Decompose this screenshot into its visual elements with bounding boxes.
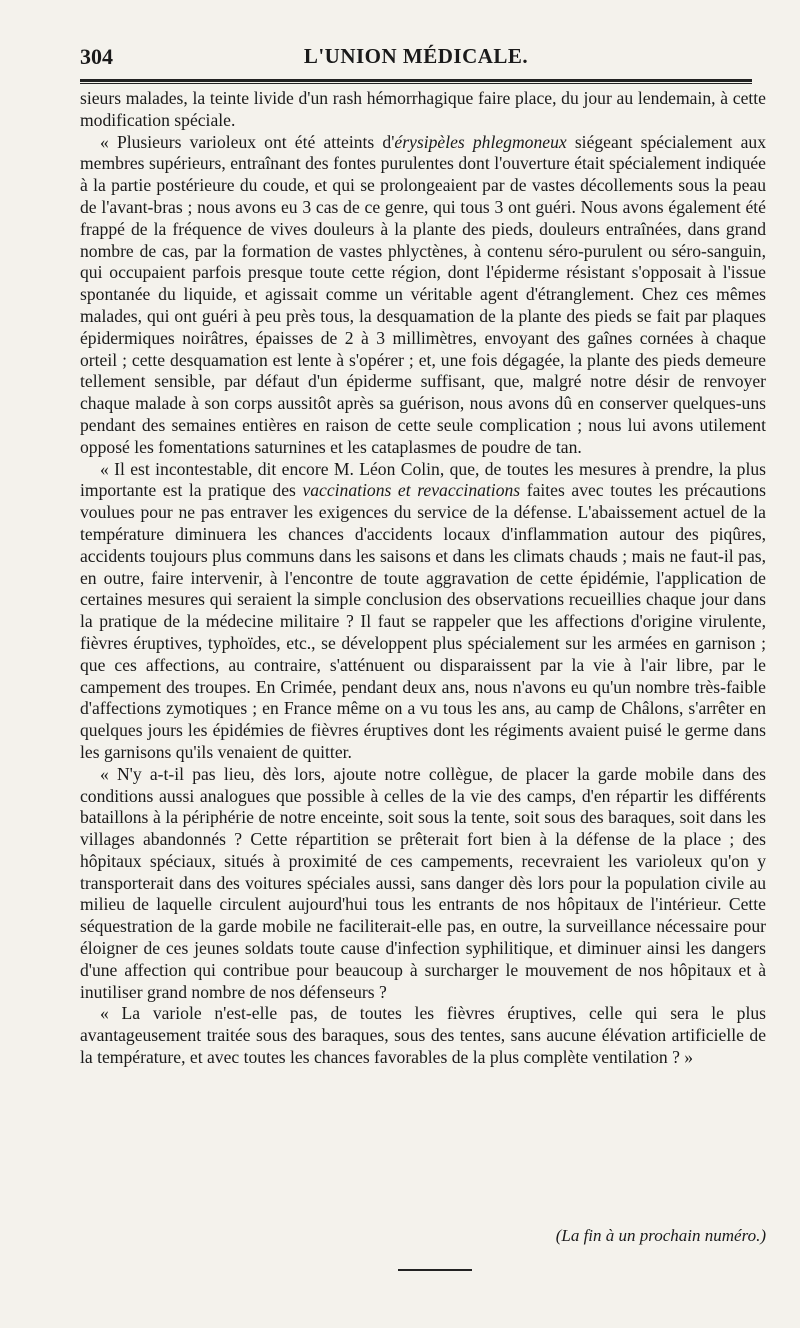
end-rule xyxy=(398,1269,472,1271)
page-header xyxy=(80,44,752,74)
running-title: L'UNION MÉDICALE. xyxy=(303,44,529,68)
paragraph: « N'y a-t-il pas lieu, dès lors, ajoute notre collègue, de placer la garde mobile dans des conditions aussi analogues que possible à celles de la vie des camps, d'en répartir les différents bataillons à la périphérie de notre enceinte, soit sous la tente, soit sous des baraques, soit dans les villages abandonnés ? Cette répartition se prêterait fort bien à la défense de la place ; des hôpitaux spéciaux, situés à proximité de ces campements, recevraient les varioleux qu'on y transporterait dans des voitures spéciales aussi, sans danger dès lors pour la population civile au milieu de laquelle circulent aujourd'hui tous les entrants de nos hôpitaux de l'intérieur. Cette séquestration de la garde mobile ne faciliterait-elle pas, en outre, la surveillance nécessaire pour éloigner de ces jeunes soldats toute cause d'infection syphilitique, et diminuer ainsi les dangers d'une affection qui contribue pour beaucoup à surcharger le mouvement de nos hôpitaux et à inutiliser grand nombre de nos défenseurs ? xyxy=(80,763,766,1002)
header-rule xyxy=(80,79,752,84)
paragraph: sieurs malades, la teinte livide d'un rash hémorrhagique faire place, du jour au lendemain, à cette modification spéciale. xyxy=(80,88,766,130)
italic-phrase: érysipèles phlegmoneux xyxy=(394,131,567,152)
paragraph: « La variole n'est-elle pas, de toutes les fièvres éruptives, celle qui sera le plus avantageusement traitée sous des baraques, sous des tentes, sans aucune élévation artificielle de la température, et avec toutes les chances favorables de la plus complète ventilation ? » xyxy=(80,1003,766,1068)
page-number: 304 xyxy=(80,44,113,69)
paragraph: « Plusieurs varioleux ont été atteints d'érysipèles phlegmoneux siégeant spécialement aux membres supérieurs, entraînant des fontes purulentes dont l'ouverture était spécialement indiquée à la partie postérieure du coude, et qui se prolongeaient par de vastes décollements sous la peau de l'avant-bras ; nous avons eu 3 cas de ce genre, qui tous 3 ont guéri. Nous avons également été frappé de la fréquence de vives douleurs à la plante des pieds, douleurs entraînées, dans grand nombre de cas, par la formation de vastes phlyctènes, à contenu séro-purulent ou séro-sanguin, qui occupaient parfois presque toute cette région, dont l'épiderme résistant s'opposait à l'issue spontanée du liquide, et agissait comme un véritable agent d'étranglement. Chez ces mêmes malades, qui ont guéri à peu près tous, la desquamation de la plante des pieds se fait par plaques épidermiques noirâtres, épaisses de 2 à 3 millimètres, envoyant des gaînes cornées à chaque orteil ; cette desquamation est lente à s'opérer ; et, une fois dégagée, la plante des pieds demeure tellement sensible, par défaut d'un épiderme suffisant, que, malgré notre désir de renvoyer chaque malade à son corps aussitôt après sa guérison, nous avons dû en conserver quelques-uns pendant des semaines entières en raison de cette seule complication ; nous lui avons utilement opposé les fomentations saturnines et les cataplasmes de poudre de tan. xyxy=(80,131,766,457)
italic-phrase: vaccinations et revaccinations xyxy=(302,480,521,501)
continuation-note: (La fin à un prochain numéro.) xyxy=(555,1226,766,1245)
paragraph: « Il est incontestable, dit encore M. Léon Colin, que, de toutes les mesures à prendre, la plus importante est la pratique des vaccinations et revaccinations faites avec toutes les précautions voulues pour ne pas entraver les exigences du service de la défense. L'abaissement actuel de la température diminuera les chances d'accidents locaux d'inflammation autour des piqûres, accidents toujours plus communs dans les saisons et dans les climats chauds ; mais ne faut-il pas, en outre, faire intervenir, à l'encontre de toute aggravation de cette épidémie, l'application de certaines mesures qui seraient la simple conclusion des observations recueillies chaque jour dans la pratique de la médecine militaire ? Il faut se rappeler que les affections d'origine virulente, fièvres éruptives, typhoïdes, etc., se développent plus spécialement sur les armées en garnison ; que ces affections, au contraire, s'atténuent ou disparaissent par la vie à l'air libre, par le campement des troupes. En Crimée, pendant deux ans, nous n'avons eu qu'un nombre très-faible d'affections zymotiques ; en France même on a vu tous les ans, au camp de Châlons, s'arrêter en quelques jours les épidémies de fièvres éruptives dont les régiments avaient puisé le germe dans les garnisons qu'ils venaient de quitter. xyxy=(80,458,767,762)
article-body xyxy=(80,88,766,1069)
